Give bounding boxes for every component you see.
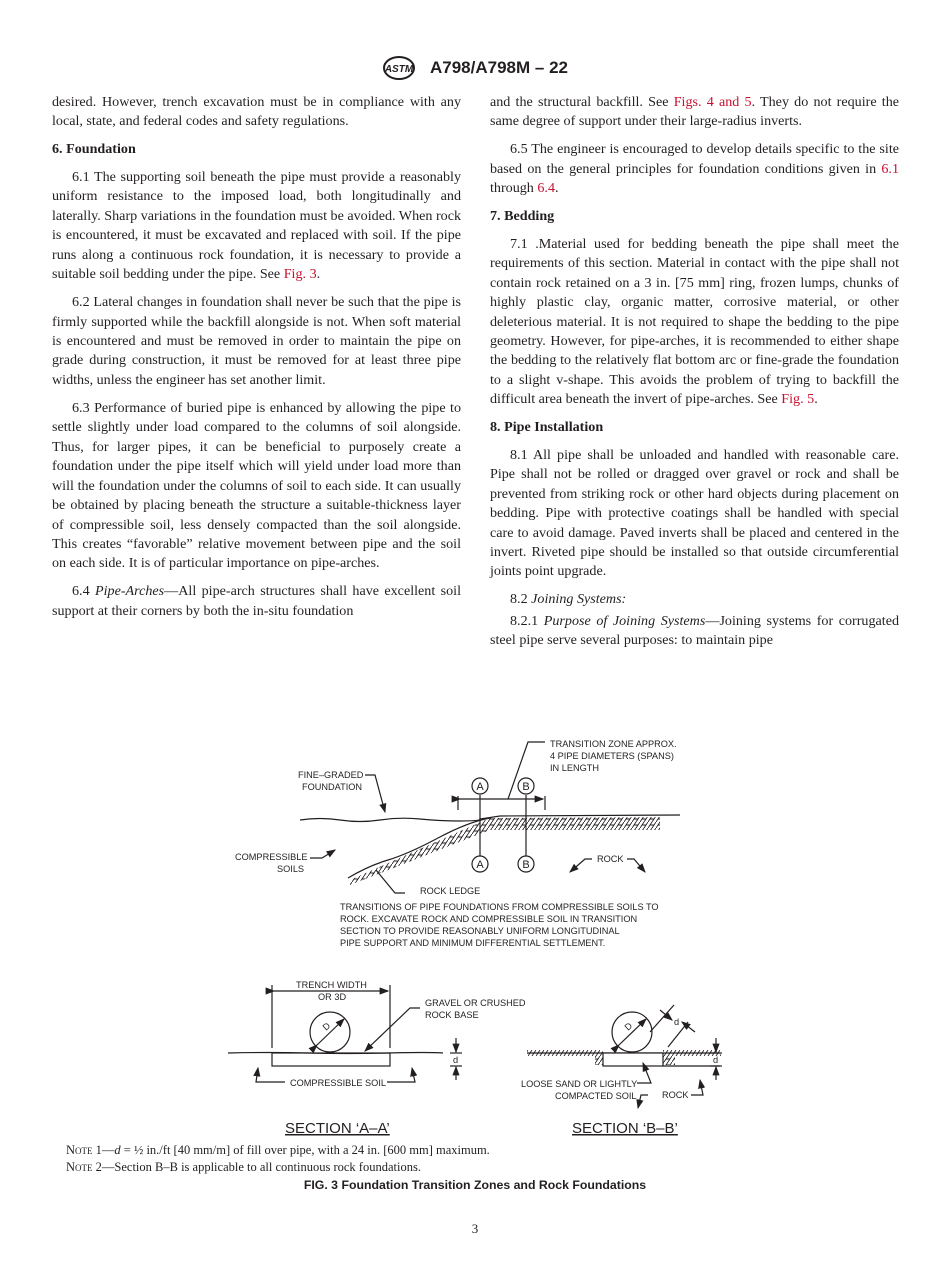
- text: 8.2: [510, 591, 532, 608]
- label-transition-zone: TRANSITION ZONE APPROX.: [550, 739, 677, 749]
- text: .: [316, 266, 321, 283]
- text: 8.2.1: [510, 612, 544, 629]
- text: —: [101, 1143, 115, 1157]
- transition-diagram: [300, 742, 680, 893]
- text: .: [814, 391, 818, 408]
- section-a-a-labels: [285, 980, 526, 1137]
- paragraph-6-1: [52, 168, 461, 285]
- right-column: [490, 93, 899, 659]
- label-gravel: ROCK BASE: [425, 1010, 479, 1020]
- marker-a: A: [476, 859, 484, 871]
- label-dim-D: D: [622, 1020, 635, 1033]
- label-compressible-soils: SOILS: [277, 864, 305, 874]
- link-fig-3[interactable]: Fig. 3: [283, 266, 317, 283]
- astm-logo-icon: [382, 56, 416, 80]
- text: and the structural backfill. See: [490, 94, 674, 110]
- label-rock-ledge: ROCK LEDGE: [420, 886, 481, 896]
- label-trench-width: TRENCH WIDTH: [296, 980, 367, 990]
- transition-labels: [235, 739, 677, 948]
- label-rock: ROCK: [597, 854, 624, 864]
- text: 6.4: [72, 583, 95, 600]
- label-loose-sand: COMPACTED SOIL: [555, 1091, 637, 1101]
- paragraph-6-4: [52, 582, 461, 621]
- paragraph-7-1: [490, 235, 899, 410]
- marker-a: A: [476, 781, 484, 793]
- section-b-b-title: SECTION ‘B–B’: [572, 1120, 678, 1137]
- paragraph-8-2-1: [490, 612, 899, 651]
- label-dim-d: d: [713, 1055, 719, 1065]
- marker-b: B: [522, 859, 530, 871]
- note-label: Note 2: [66, 1160, 102, 1174]
- section-b-b-labels: [521, 1017, 718, 1137]
- label-compressible-soils: COMPRESSIBLE: [235, 852, 308, 862]
- label-fine-graded: FINE–GRADED: [298, 770, 364, 780]
- paragraph-6-2: 6.2 Lateral changes in foundation shall never be such that the pipe is firmly supported while the backfill alongside is not. When soft material is encountered and must be removed in order to maintain the pipe on grade during construction, it must be removed for at least three pipe widths, unless the engineer has set another limit.: [52, 294, 461, 388]
- section-a-a-title: SECTION ‘A–A’: [285, 1120, 390, 1137]
- transition-note-line: TRANSITIONS OF PIPE FOUNDATIONS FROM COMPRESSIBLE SOILS TO: [340, 902, 659, 912]
- note-1: [66, 1142, 490, 1159]
- label-gravel: GRAVEL OR CRUSHED: [425, 998, 526, 1008]
- link-6-1[interactable]: 6.1: [881, 160, 899, 177]
- label-dim-D: D: [320, 1020, 333, 1033]
- transition-note-line: ROCK. EXCAVATE ROCK AND COMPRESSIBLE SOIL IN TRANSITION: [340, 914, 638, 924]
- paragraph-6-4-cont: [490, 93, 899, 132]
- figure-caption: FIG. 3 Foundation Transition Zones and Rock Foundations: [303, 1178, 647, 1192]
- left-column: [52, 93, 461, 630]
- text: through: [490, 180, 538, 197]
- text: 7.1 .Material used for bedding beneath the pipe shall meet the requirements of this section. Material in contact with the pipe shall not contain rock retained on a 3 in. [75 mm] ring, frozen lumps, chunks of highly plastic clay, organic matter, corrosive material, or other deleterious material. It is not required to shape the bedding to the pipe geometry. However, for pipe-arches, it is recommended to either shape the bedding to the relatively flat bottom arc or fine-grade the foundation to a slight v-shape. This avoids the problem of trying to backfill the difficult area beneath the invert of pipe-arches. See: [490, 235, 899, 408]
- label-transition-zone: IN LENGTH: [550, 763, 600, 773]
- label-compressible-soil: COMPRESSIBLE SOIL: [290, 1078, 386, 1088]
- transition-note-line: SECTION TO PROVIDE REASONABLY UNIFORM LONGITUDINAL: [340, 926, 620, 936]
- label-dim-d: d: [674, 1017, 680, 1027]
- subsection-title: Joining Systems:: [531, 591, 627, 608]
- text: —All pipe-arch structures shall have excellent soil support at their corners by both the in-situ foundation: [52, 583, 461, 619]
- subsection-title: Pipe-Arches: [95, 583, 165, 600]
- link-6-4[interactable]: 6.4: [537, 180, 555, 197]
- label-rock: ROCK: [662, 1090, 689, 1100]
- note-2: [66, 1159, 490, 1176]
- heading-pipe-installation: 8. Pipe Installation: [490, 419, 604, 436]
- paragraph-6-5: [490, 140, 899, 198]
- link-figs-4-5[interactable]: Figs. 4 and 5: [673, 94, 752, 110]
- text: —Joining systems for corrugated steel pipe serve several purposes: to maintain pipe: [490, 612, 899, 649]
- page-header: [0, 56, 950, 80]
- label-transition-zone: 4 PIPE DIAMETERS (SPANS): [550, 751, 674, 761]
- text: —Section B–B is applicable to all continuous rock foundations.: [101, 1160, 421, 1174]
- figure-3-diagram: [0, 730, 950, 1150]
- paragraph-intro: desired. However, trench excavation must be in compliance with any local, state, and federal codes and safety regulations.: [52, 94, 461, 130]
- svg-text:ASTM: ASTM: [384, 64, 414, 75]
- note-label: Note 1: [66, 1143, 102, 1157]
- paragraph-6-3: 6.3 Performance of buried pipe is enhanced by allowing the pipe to settle slightly under load compared to the columns of soil alongside. Thus, for larger pipes, it can be beneficial to purposely create a foundation under the pipe itself which will yield under load more than will the foundation under the columns of soil to each side. It can usually be obtained by placing beneath the structure a suitable-thickness layer of compressible soil, less densely compacted than the soil alongside. This creates “favorable” relative movement between pipe and the soil on each side. It is of particular importance on pipe-arches.: [52, 399, 461, 572]
- paragraph-8-1: 8.1 All pipe shall be unloaded and handled with reasonable care. Pipe shall not be rolled or dragged over gravel or rock and shall be prevented from striking rock or other hard objects during placement on bedding. Pipe with protective coatings shall be handled with special care to avoid damage. Paved inverts shall be placed and centered in the invert. Riveted pipe should be installed so that outside circumferential joints point upgrade.: [490, 446, 899, 580]
- text: = ½ in./ft [40 mm/m] of fill over pipe, with a 24 in. [600 mm] maximum.: [120, 1143, 490, 1157]
- heading-bedding: 7. Bedding: [490, 208, 555, 225]
- marker-b: B: [522, 781, 530, 793]
- text: 6.1 The supporting soil beneath the pipe must provide a reasonably uniform resistance to the imposed load, both longitudinally and laterally. Sharp variations in the foundation must be avoided. When rock is encountered, it must be excavated and replaced with soil. If the pipe runs along a continuous rock foundation, it is necessary to provide a suitable soil bedding under the pipe. See: [52, 168, 462, 283]
- label-fine-graded: FOUNDATION: [302, 782, 363, 792]
- subsection-title: Purpose of Joining Systems: [543, 612, 706, 629]
- figure-notes: [66, 1142, 490, 1176]
- variable: d: [114, 1143, 121, 1157]
- heading-foundation: 6. Foundation: [52, 141, 136, 158]
- label-dim-d: d: [453, 1055, 459, 1065]
- text: .: [555, 180, 559, 197]
- text: 6.5 The engineer is encouraged to develop details specific to the site based on the general principles for foundation conditions given in: [490, 141, 899, 177]
- label-trench-width: OR 3D: [318, 992, 347, 1002]
- page-number: 3: [471, 1221, 479, 1236]
- paragraph-8-2: [490, 590, 899, 609]
- link-fig-5[interactable]: Fig. 5: [781, 391, 815, 408]
- text: . They do not require the same degree of support under their large-radius inverts.: [490, 94, 900, 130]
- transition-note-line: PIPE SUPPORT AND MINIMUM DIFFERENTIAL SETTLEMENT.: [340, 938, 606, 948]
- standard-designation: A798/A798M – 22: [430, 58, 568, 77]
- label-loose-sand: LOOSE SAND OR LIGHTLY: [521, 1079, 638, 1089]
